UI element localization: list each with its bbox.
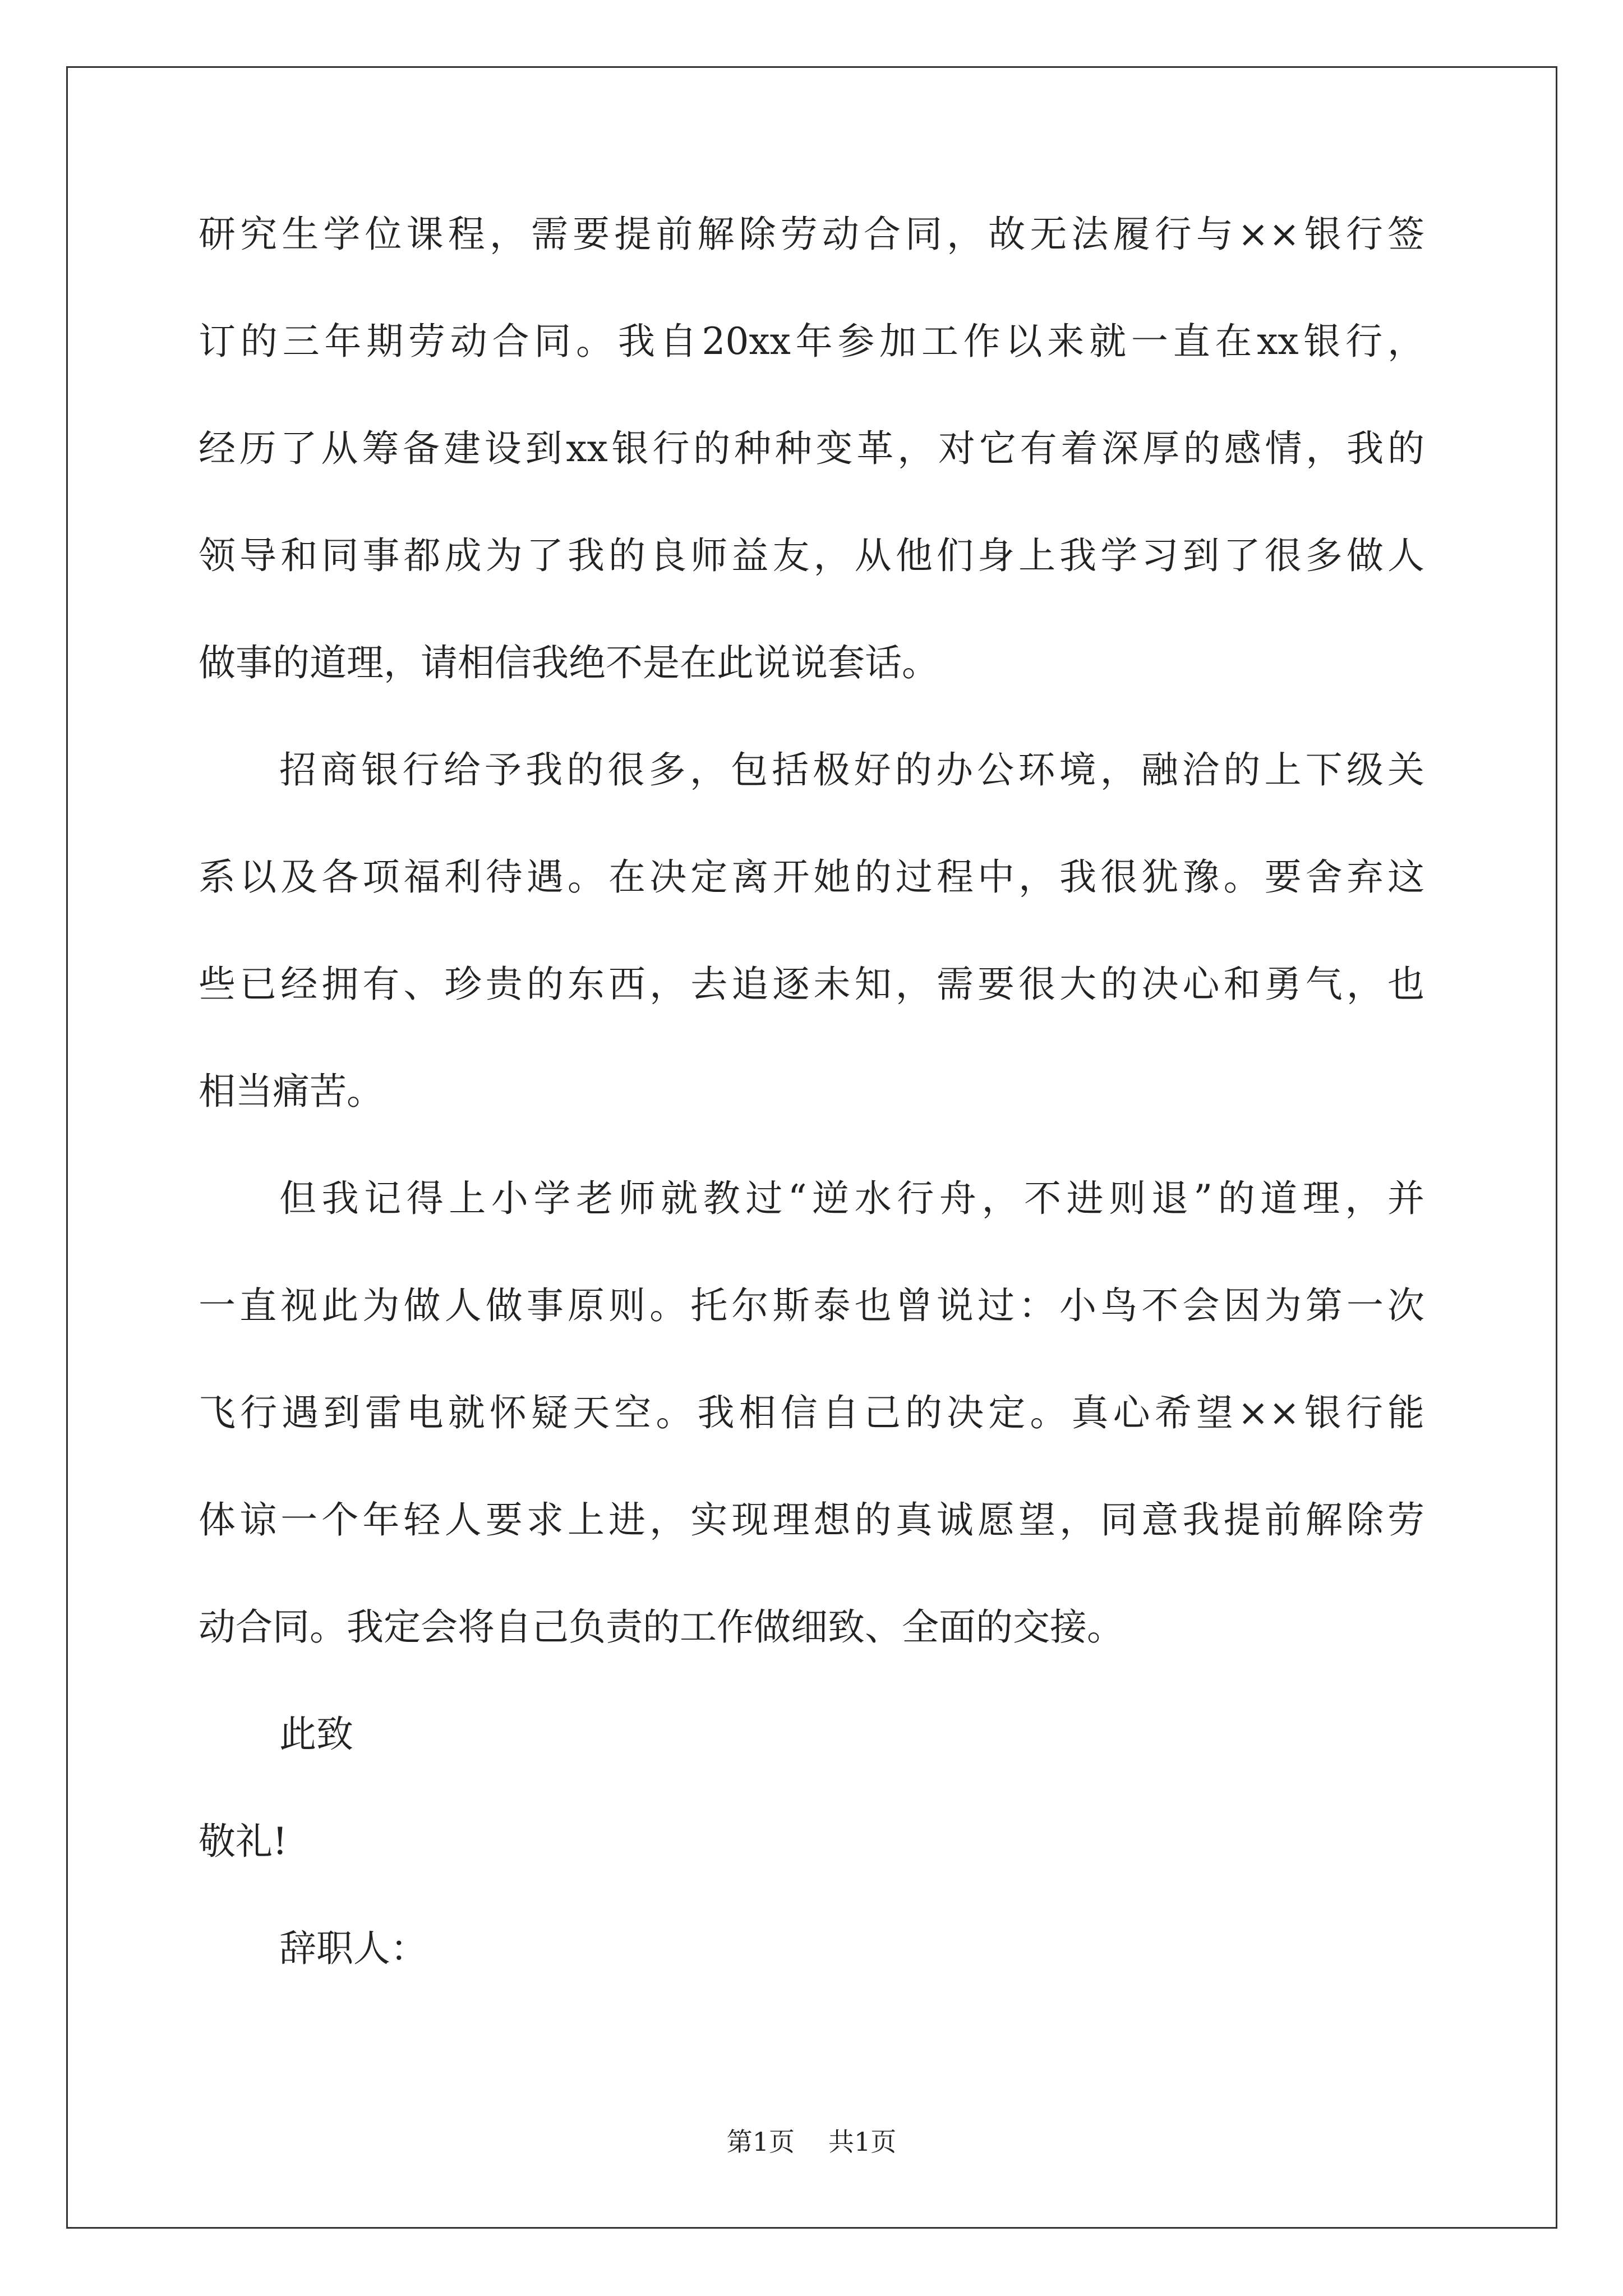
page-footer [0, 2129, 1623, 2155]
text-line: 招商银行给予我的很多，包括极好的办公环境，融洽的上下级关 [279, 748, 1424, 792]
text-line: 但我记得上小学老师就教过“逆水行舟，不进则退”的道理，并 [279, 1177, 1424, 1220]
signature-line: 辞职人： [279, 1927, 427, 1970]
text-line: 相当痛苦。 [199, 1070, 384, 1113]
page-total: 共1页 [828, 2127, 897, 2157]
text-line: 体谅一个年轻人要求上进，实现理想的真诚愿望，同意我提前解除劳 [199, 1498, 1424, 1542]
text-line: 订的三年期劳动合同。我自20xx年参加工作以来就一直在xx银行， [199, 320, 1424, 363]
text-line: 领导和同事都成为了我的良师益友，从他们身上我学习到了很多做人 [199, 534, 1424, 577]
closing-line: 此致 [279, 1713, 353, 1756]
salutation-line: 敬礼! [199, 1820, 288, 1863]
text-line: 经历了从筹备建设到xx银行的种种变革，对它有着深厚的感情，我的 [199, 427, 1424, 470]
text-line: 一直视此为做人做事原则。托尔斯泰也曾说过：小鸟不会因为第一次 [199, 1284, 1424, 1327]
text-line: 研究生学位课程，需要提前解除劳动合同，故无法履行与××银行签 [199, 213, 1424, 256]
letter-body [199, 213, 1424, 2037]
text-line: 飞行遇到雷电就怀疑天空。我相信自己的决定。真心希望××银行能 [199, 1391, 1424, 1434]
text-line: 动合同。我定会将自己负责的工作做细致、全面的交接。 [199, 1605, 1124, 1649]
page-number: 第1页 [726, 2127, 795, 2157]
text-line: 系以及各项福利待遇。在决定离开她的过程中，我很犹豫。要舍弃这 [199, 855, 1424, 899]
text-line: 些已经拥有、珍贵的东西，去追逐未知，需要很大的决心和勇气，也 [199, 963, 1424, 1006]
text-line: 做事的道理，请相信我绝不是在此说说套话。 [199, 641, 939, 684]
